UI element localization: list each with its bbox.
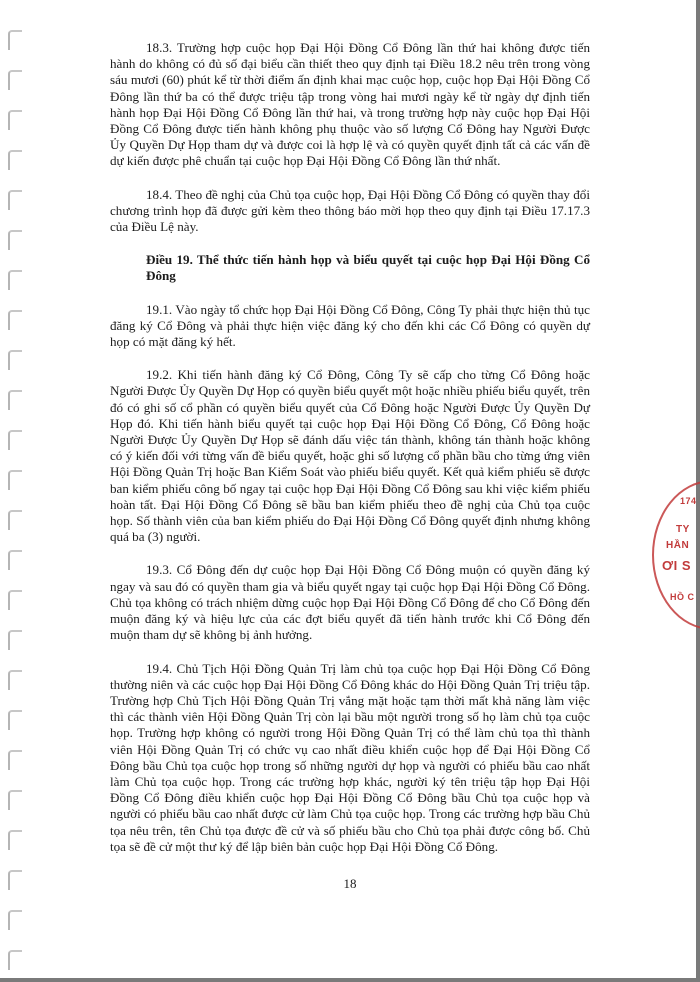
page-number: 18 [343,876,357,891]
binding-ring [8,470,22,490]
binding-ring [8,430,22,450]
binding-ring [8,950,22,970]
binding-ring [8,590,22,610]
binding-ring [8,350,22,370]
seal-text: 174 [680,496,697,506]
article-19-heading: Điều 19. Thể thức tiến hành họp và biểu quyết tại cuộc họp Đại Hội Đồng Cổ Đông [146,252,590,284]
binding-ring [8,70,22,90]
binding-ring [8,110,22,130]
binding-ring [8,390,22,410]
binding-ring [8,510,22,530]
binding-ring [8,750,22,770]
binding-ring [8,310,22,330]
binding-ring [8,630,22,650]
binding-ring [8,270,22,290]
seal-text: ƠI S [662,558,691,573]
binding-ring [8,30,22,50]
seal-text: HẦN [666,540,690,551]
seal-text: TY [676,524,690,535]
clause-18-4: 18.4. Theo đề nghị của Chủ tọa cuộc họp, Đại Hội Đồng Cổ Đông có quyền thay đổi chương trình họp đã được gửi kèm theo thông báo mời họp theo quy định tại Điều 17.17.3 của Điều Lệ này. [110,186,590,235]
binding-ring [8,190,22,210]
binding-ring [8,230,22,250]
binding-ring [8,550,22,570]
binding-ring [8,910,22,930]
document-body [110,40,590,855]
clause-18-3: 18.3. Trường hợp cuộc họp Đại Hội Đồng Cổ Đông lần thứ hai không được tiến hành do không có đủ số đại biểu cần thiết theo quy định tại Điều 18.2 nêu trên trong vòng sáu mươi (60) phút kể từ thời điểm ấn định khai mạc cuộc họp, cuộc họp Đại Hội Đồng Cổ Đông lần thứ ba có thể được triệu tập trong vòng hai mươi ngày kể từ ngày dự định tiến hành họp Đại Hội Đồng Cổ Đông lần thứ hai, và trong trường hợp này cuộc họp Đại Hội Đồng Cổ Đông được tiến hành không phụ thuộc vào số lượng Cổ Đông hay Người Được Ủy Quyền Dự Họp tham dự và được coi là hợp lệ và có quyền quyết định tất cả các vấn đề dự kiến được phê chuẩn tại cuộc họp Đại Hội Đồng Cổ Đông lần thứ nhất. [110,40,590,169]
binding-ring [8,790,22,810]
clause-19-2: 19.2. Khi tiến hành đăng ký Cổ Đông, Công Ty sẽ cấp cho từng Cổ Đông hoặc Người Được Ủy Quyền Dự Họp có quyền biểu quyết một hoặc nhiều phiếu biểu quyết, trên đó có ghi số cổ phần có quyền biểu quyết của Cổ Đông hoặc Người Được Ủy Quyền Dự Họp đó. Khi tiến hành biểu quyết tại cuộc họp Đại Hội Đồng Cổ Đông, Cổ Đông hoặc Người Được Ủy Quyền Dự Họp sẽ đánh dấu việc tán thành, không tán thành hoặc không có ý kiến đối với từng vấn đề biểu quyết, hoặc ghi số lượng cổ phần bầu cho từng ứng viên Hội Đồng Quản Trị hoặc Ban Kiểm Soát vào phiếu biểu quyết. Kết quả kiểm phiếu sẽ được ban kiểm phiếu công bố ngay tại cuộc họp Đại Hội Đồng Cổ Đông sau khi việc kiểm phiếu hoàn tất. Đại Hội Đồng Cổ Đông sẽ bầu ban kiểm phiếu theo đề nghị của Chủ tọa cuộc họp. Số thành viên của ban kiểm phiếu do Đại Hội Đồng Cổ Đông quyết định nhưng không quá ba (3) người. [110,367,590,545]
clause-19-1: 19.1. Vào ngày tổ chức họp Đại Hội Đồng Cổ Đông, Công Ty phải thực hiện thủ tục đăng ký Cổ Đông và phải thực hiện việc đăng ký cho đến khi các Cổ Đông có quyền dự họp có mặt đăng ký hết. [110,301,590,350]
binding-ring [8,150,22,170]
binding-ring [8,710,22,730]
binding-ring [8,670,22,690]
company-seal [652,480,700,640]
binding-ring [8,830,22,850]
clause-19-4: 19.4. Chủ Tịch Hội Đồng Quản Trị làm chủ tọa cuộc họp Đại Hội Đồng Cổ Đông thường niên và các cuộc họp Đại Hội Đồng Cổ Đông khác do Hội Đồng Quản Trị triệu tập. Trường hợp Chủ Tịch Hội Đồng Quản Trị vắng mặt hoặc tạm thời mất khả năng làm việc thì các thành viên Hội Đồng Quản Trị còn lại bầu một người trong số họ làm chủ tọa cuộc họp. Trường hợp không có người trong Hội Đồng Quản Trị có thể làm chủ tọa thì thành viên Hội Đồng Quản Trị có chức vụ cao nhất điều khiển cuộc họp để Đại Hội Đồng Cổ Đông bầu Chủ tọa cuộc họp trong số những người dự họp và người có phiếu bầu cao nhất làm Chủ tọa cuộc họp. Trong các trường hợp khác, người ký tên triệu tập họp Đại Hội Đồng Cổ Đông điều khiển cuộc họp Đại Hội Đồng Cổ Đông bầu Chủ tọa cuộc họp và người có phiếu bầu cao nhất được cử làm Chủ tọa cuộc họp. Trong các trường hợp bầu Chủ tọa nêu trên, tên Chủ tọa được đề cử và số phiếu bầu cho Chủ tọa phải được công bố. Chủ tọa sẽ đề cử một thư ký để lập biên bản cuộc họp Đại Hội Đồng Cổ Đông. [110,660,590,854]
clause-19-3: 19.3. Cổ Đông đến dự cuộc họp Đại Hội Đồng Cổ Đông muộn có quyền đăng ký ngay và sau đó có quyền tham gia và biểu quyết ngay tại cuộc họp Đại Hội Đồng Cổ Đông. Chủ tọa không có trách nhiệm dừng cuộc họp Đại Hội Đồng Cổ Đông để cho Cổ Đông đến muộn đăng ký và hiệu lực của các đợt biểu quyết đã tiến hành trước khi Cổ Đông đến muộn tham dự sẽ không bị ảnh hưởng. [110,562,590,643]
seal-text: HỒ C [670,592,695,602]
binding-rings [8,30,22,970]
